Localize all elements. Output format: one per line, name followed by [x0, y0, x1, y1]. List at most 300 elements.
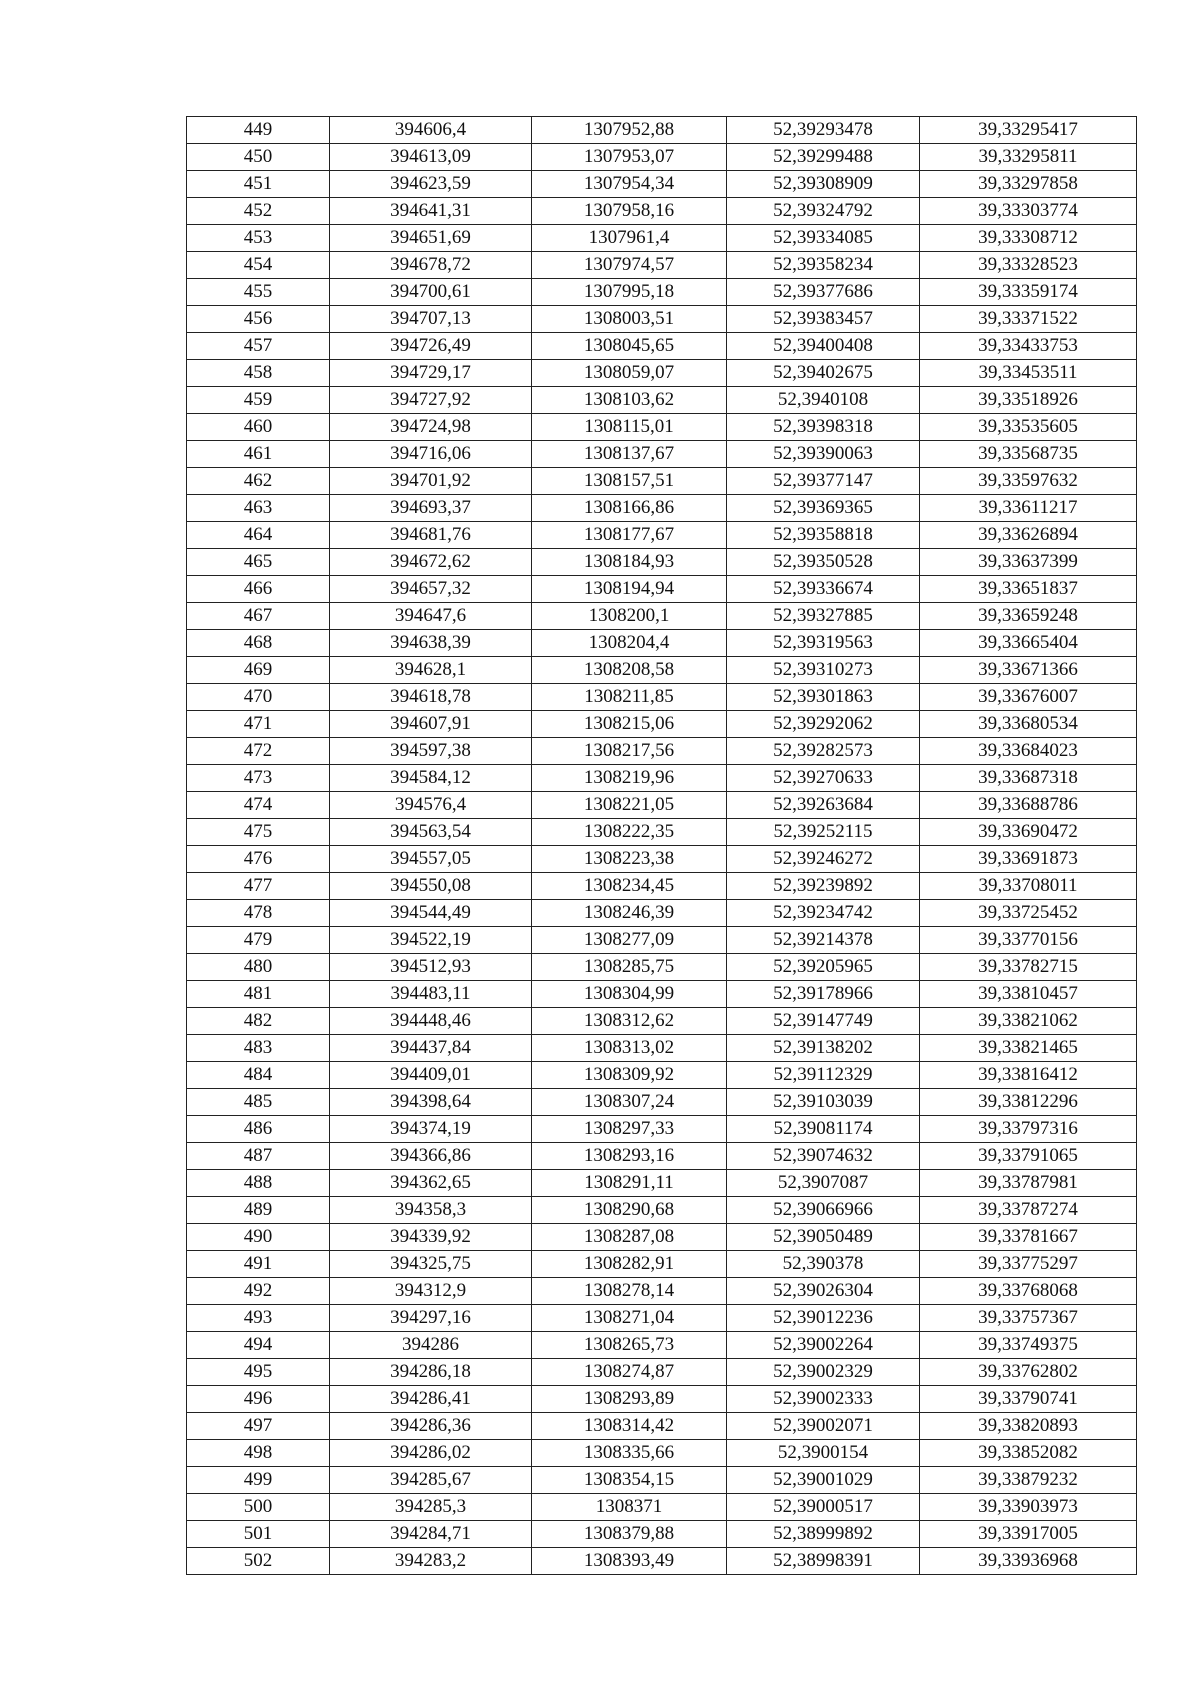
latitude-cell: 52,39002329 — [727, 1359, 920, 1386]
latitude-cell: 52,39383457 — [727, 306, 920, 333]
point-number-cell: 450 — [187, 144, 330, 171]
table-row — [187, 981, 1137, 1008]
x-coordinate-cell: 394448,46 — [330, 1008, 532, 1035]
point-number-cell: 461 — [187, 441, 330, 468]
y-coordinate-cell: 1308204,4 — [532, 630, 727, 657]
point-number-cell: 459 — [187, 387, 330, 414]
y-coordinate-cell: 1308215,06 — [532, 711, 727, 738]
point-number-cell: 494 — [187, 1332, 330, 1359]
table-row — [187, 387, 1137, 414]
y-coordinate-cell: 1308157,51 — [532, 468, 727, 495]
longitude-cell: 39,33816412 — [920, 1062, 1137, 1089]
table-row — [187, 792, 1137, 819]
latitude-cell: 52,39377686 — [727, 279, 920, 306]
longitude-cell: 39,33820893 — [920, 1413, 1137, 1440]
y-coordinate-cell: 1308371 — [532, 1494, 727, 1521]
x-coordinate-cell: 394512,93 — [330, 954, 532, 981]
y-coordinate-cell: 1308274,87 — [532, 1359, 727, 1386]
longitude-cell: 39,33665404 — [920, 630, 1137, 657]
y-coordinate-cell: 1307954,34 — [532, 171, 727, 198]
x-coordinate-cell: 394707,13 — [330, 306, 532, 333]
y-coordinate-cell: 1308217,56 — [532, 738, 727, 765]
table-row — [187, 1278, 1137, 1305]
longitude-cell: 39,33879232 — [920, 1467, 1137, 1494]
table-row — [187, 549, 1137, 576]
longitude-cell: 39,33295811 — [920, 144, 1137, 171]
x-coordinate-cell: 394623,59 — [330, 171, 532, 198]
longitude-cell: 39,33688786 — [920, 792, 1137, 819]
longitude-cell: 39,33790741 — [920, 1386, 1137, 1413]
y-coordinate-cell: 1308219,96 — [532, 765, 727, 792]
y-coordinate-cell: 1308291,11 — [532, 1170, 727, 1197]
x-coordinate-cell: 394339,92 — [330, 1224, 532, 1251]
point-number-cell: 453 — [187, 225, 330, 252]
latitude-cell: 52,39002333 — [727, 1386, 920, 1413]
point-number-cell: 467 — [187, 603, 330, 630]
latitude-cell: 52,3900154 — [727, 1440, 920, 1467]
table-row — [187, 144, 1137, 171]
longitude-cell: 39,33708011 — [920, 873, 1137, 900]
latitude-cell: 52,39282573 — [727, 738, 920, 765]
longitude-cell: 39,33518926 — [920, 387, 1137, 414]
point-number-cell: 482 — [187, 1008, 330, 1035]
longitude-cell: 39,33676007 — [920, 684, 1137, 711]
point-number-cell: 455 — [187, 279, 330, 306]
x-coordinate-cell: 394325,75 — [330, 1251, 532, 1278]
longitude-cell: 39,33611217 — [920, 495, 1137, 522]
y-coordinate-cell: 1308304,99 — [532, 981, 727, 1008]
longitude-cell: 39,33687318 — [920, 765, 1137, 792]
latitude-cell: 52,38998391 — [727, 1548, 920, 1575]
point-number-cell: 481 — [187, 981, 330, 1008]
table-row — [187, 846, 1137, 873]
latitude-cell: 52,39301863 — [727, 684, 920, 711]
latitude-cell: 52,39066966 — [727, 1197, 920, 1224]
point-number-cell: 460 — [187, 414, 330, 441]
longitude-cell: 39,33768068 — [920, 1278, 1137, 1305]
table-row — [187, 900, 1137, 927]
point-number-cell: 463 — [187, 495, 330, 522]
point-number-cell: 488 — [187, 1170, 330, 1197]
x-coordinate-cell: 394647,6 — [330, 603, 532, 630]
table-row — [187, 1359, 1137, 1386]
y-coordinate-cell: 1308115,01 — [532, 414, 727, 441]
table-row — [187, 522, 1137, 549]
longitude-cell: 39,33782715 — [920, 954, 1137, 981]
table-row — [187, 1062, 1137, 1089]
y-coordinate-cell: 1308312,62 — [532, 1008, 727, 1035]
latitude-cell: 52,39308909 — [727, 171, 920, 198]
y-coordinate-cell: 1308293,89 — [532, 1386, 727, 1413]
longitude-cell: 39,33936968 — [920, 1548, 1137, 1575]
point-number-cell: 478 — [187, 900, 330, 927]
x-coordinate-cell: 394584,12 — [330, 765, 532, 792]
x-coordinate-cell: 394641,31 — [330, 198, 532, 225]
latitude-cell: 52,39026304 — [727, 1278, 920, 1305]
longitude-cell: 39,33684023 — [920, 738, 1137, 765]
table-row — [187, 576, 1137, 603]
y-coordinate-cell: 1307953,07 — [532, 144, 727, 171]
point-number-cell: 489 — [187, 1197, 330, 1224]
latitude-cell: 52,39377147 — [727, 468, 920, 495]
table-row — [187, 1089, 1137, 1116]
x-coordinate-cell: 394576,4 — [330, 792, 532, 819]
y-coordinate-cell: 1307958,16 — [532, 198, 727, 225]
x-coordinate-cell: 394286 — [330, 1332, 532, 1359]
point-number-cell: 452 — [187, 198, 330, 225]
y-coordinate-cell: 1308103,62 — [532, 387, 727, 414]
table-row — [187, 1413, 1137, 1440]
point-number-cell: 495 — [187, 1359, 330, 1386]
y-coordinate-cell: 1308194,94 — [532, 576, 727, 603]
longitude-cell: 39,33626894 — [920, 522, 1137, 549]
table-row — [187, 1251, 1137, 1278]
latitude-cell: 52,39334085 — [727, 225, 920, 252]
latitude-cell: 52,39336674 — [727, 576, 920, 603]
point-number-cell: 464 — [187, 522, 330, 549]
table-row — [187, 1116, 1137, 1143]
x-coordinate-cell: 394286,36 — [330, 1413, 532, 1440]
longitude-cell: 39,33757367 — [920, 1305, 1137, 1332]
x-coordinate-cell: 394597,38 — [330, 738, 532, 765]
latitude-cell: 52,39358234 — [727, 252, 920, 279]
y-coordinate-cell: 1308221,05 — [532, 792, 727, 819]
x-coordinate-cell: 394700,61 — [330, 279, 532, 306]
y-coordinate-cell: 1308277,09 — [532, 927, 727, 954]
latitude-cell: 52,39234742 — [727, 900, 920, 927]
longitude-cell: 39,33821465 — [920, 1035, 1137, 1062]
longitude-cell: 39,33535605 — [920, 414, 1137, 441]
y-coordinate-cell: 1308335,66 — [532, 1440, 727, 1467]
point-number-cell: 502 — [187, 1548, 330, 1575]
x-coordinate-cell: 394409,01 — [330, 1062, 532, 1089]
x-coordinate-cell: 394681,76 — [330, 522, 532, 549]
longitude-cell: 39,33637399 — [920, 549, 1137, 576]
longitude-cell: 39,33303774 — [920, 198, 1137, 225]
x-coordinate-cell: 394522,19 — [330, 927, 532, 954]
point-number-cell: 486 — [187, 1116, 330, 1143]
point-number-cell: 477 — [187, 873, 330, 900]
x-coordinate-cell: 394366,86 — [330, 1143, 532, 1170]
y-coordinate-cell: 1308313,02 — [532, 1035, 727, 1062]
latitude-cell: 52,39050489 — [727, 1224, 920, 1251]
table-row — [187, 1494, 1137, 1521]
latitude-cell: 52,39293478 — [727, 117, 920, 144]
y-coordinate-cell: 1308200,1 — [532, 603, 727, 630]
latitude-cell: 52,39270633 — [727, 765, 920, 792]
longitude-cell: 39,33680534 — [920, 711, 1137, 738]
point-number-cell: 490 — [187, 1224, 330, 1251]
latitude-cell: 52,39402675 — [727, 360, 920, 387]
x-coordinate-cell: 394678,72 — [330, 252, 532, 279]
point-number-cell: 483 — [187, 1035, 330, 1062]
table-row — [187, 441, 1137, 468]
table-row — [187, 738, 1137, 765]
table-row — [187, 1332, 1137, 1359]
y-coordinate-cell: 1308223,38 — [532, 846, 727, 873]
point-number-cell: 454 — [187, 252, 330, 279]
point-number-cell: 474 — [187, 792, 330, 819]
latitude-cell: 52,39390063 — [727, 441, 920, 468]
x-coordinate-cell: 394628,1 — [330, 657, 532, 684]
latitude-cell: 52,39081174 — [727, 1116, 920, 1143]
latitude-cell: 52,390378 — [727, 1251, 920, 1278]
x-coordinate-cell: 394283,2 — [330, 1548, 532, 1575]
latitude-cell: 52,3907087 — [727, 1170, 920, 1197]
latitude-cell: 52,39324792 — [727, 198, 920, 225]
latitude-cell: 52,39074632 — [727, 1143, 920, 1170]
x-coordinate-cell: 394651,69 — [330, 225, 532, 252]
latitude-cell: 52,39002264 — [727, 1332, 920, 1359]
x-coordinate-cell: 394286,18 — [330, 1359, 532, 1386]
point-number-cell: 499 — [187, 1467, 330, 1494]
table-row — [187, 1548, 1137, 1575]
latitude-cell: 52,39012236 — [727, 1305, 920, 1332]
latitude-cell: 52,39358818 — [727, 522, 920, 549]
table-row — [187, 495, 1137, 522]
longitude-cell: 39,33690472 — [920, 819, 1137, 846]
table-row — [187, 306, 1137, 333]
point-number-cell: 500 — [187, 1494, 330, 1521]
longitude-cell: 39,33597632 — [920, 468, 1137, 495]
y-coordinate-cell: 1308137,67 — [532, 441, 727, 468]
longitude-cell: 39,33787981 — [920, 1170, 1137, 1197]
longitude-cell: 39,33659248 — [920, 603, 1137, 630]
point-number-cell: 493 — [187, 1305, 330, 1332]
table-row — [187, 1386, 1137, 1413]
x-coordinate-cell: 394544,49 — [330, 900, 532, 927]
table-row — [187, 198, 1137, 225]
point-number-cell: 471 — [187, 711, 330, 738]
table-row — [187, 414, 1137, 441]
latitude-cell: 52,39292062 — [727, 711, 920, 738]
y-coordinate-cell: 1308271,04 — [532, 1305, 727, 1332]
table-row — [187, 954, 1137, 981]
y-coordinate-cell: 1308307,24 — [532, 1089, 727, 1116]
x-coordinate-cell: 394285,3 — [330, 1494, 532, 1521]
x-coordinate-cell: 394286,02 — [330, 1440, 532, 1467]
y-coordinate-cell: 1308290,68 — [532, 1197, 727, 1224]
y-coordinate-cell: 1308297,33 — [532, 1116, 727, 1143]
longitude-cell: 39,33770156 — [920, 927, 1137, 954]
latitude-cell: 52,39252115 — [727, 819, 920, 846]
x-coordinate-cell: 394607,91 — [330, 711, 532, 738]
x-coordinate-cell: 394312,9 — [330, 1278, 532, 1305]
point-number-cell: 456 — [187, 306, 330, 333]
y-coordinate-cell: 1307961,4 — [532, 225, 727, 252]
point-number-cell: 491 — [187, 1251, 330, 1278]
x-coordinate-cell: 394557,05 — [330, 846, 532, 873]
table-row — [187, 171, 1137, 198]
table-row — [187, 1143, 1137, 1170]
point-number-cell: 475 — [187, 819, 330, 846]
y-coordinate-cell: 1308234,45 — [532, 873, 727, 900]
x-coordinate-cell: 394638,39 — [330, 630, 532, 657]
y-coordinate-cell: 1308354,15 — [532, 1467, 727, 1494]
point-number-cell: 479 — [187, 927, 330, 954]
table-row — [187, 1035, 1137, 1062]
table-row — [187, 927, 1137, 954]
latitude-cell: 52,39002071 — [727, 1413, 920, 1440]
longitude-cell: 39,33903973 — [920, 1494, 1137, 1521]
point-number-cell: 473 — [187, 765, 330, 792]
point-number-cell: 480 — [187, 954, 330, 981]
table-row — [187, 603, 1137, 630]
latitude-cell: 52,39327885 — [727, 603, 920, 630]
y-coordinate-cell: 1308211,85 — [532, 684, 727, 711]
latitude-cell: 52,39000517 — [727, 1494, 920, 1521]
table-row — [187, 1467, 1137, 1494]
longitude-cell: 39,33810457 — [920, 981, 1137, 1008]
latitude-cell: 52,39246272 — [727, 846, 920, 873]
longitude-cell: 39,33297858 — [920, 171, 1137, 198]
table-row — [187, 1440, 1137, 1467]
latitude-cell: 52,39350528 — [727, 549, 920, 576]
y-coordinate-cell: 1308393,49 — [532, 1548, 727, 1575]
y-coordinate-cell: 1308208,58 — [532, 657, 727, 684]
x-coordinate-cell: 394437,84 — [330, 1035, 532, 1062]
x-coordinate-cell: 394284,71 — [330, 1521, 532, 1548]
y-coordinate-cell: 1308379,88 — [532, 1521, 727, 1548]
coordinates-table-body — [187, 117, 1137, 1575]
longitude-cell: 39,33791065 — [920, 1143, 1137, 1170]
y-coordinate-cell: 1307952,88 — [532, 117, 727, 144]
latitude-cell: 52,3940108 — [727, 387, 920, 414]
longitude-cell: 39,33328523 — [920, 252, 1137, 279]
point-number-cell: 449 — [187, 117, 330, 144]
y-coordinate-cell: 1308293,16 — [532, 1143, 727, 1170]
latitude-cell: 52,39138202 — [727, 1035, 920, 1062]
y-coordinate-cell: 1308177,67 — [532, 522, 727, 549]
x-coordinate-cell: 394724,98 — [330, 414, 532, 441]
latitude-cell: 52,38999892 — [727, 1521, 920, 1548]
point-number-cell: 468 — [187, 630, 330, 657]
y-coordinate-cell: 1308222,35 — [532, 819, 727, 846]
y-coordinate-cell: 1307974,57 — [532, 252, 727, 279]
y-coordinate-cell: 1308285,75 — [532, 954, 727, 981]
x-coordinate-cell: 394358,3 — [330, 1197, 532, 1224]
point-number-cell: 465 — [187, 549, 330, 576]
x-coordinate-cell: 394618,78 — [330, 684, 532, 711]
x-coordinate-cell: 394398,64 — [330, 1089, 532, 1116]
latitude-cell: 52,39103039 — [727, 1089, 920, 1116]
table-row — [187, 360, 1137, 387]
table-row — [187, 1008, 1137, 1035]
x-coordinate-cell: 394606,4 — [330, 117, 532, 144]
latitude-cell: 52,39178966 — [727, 981, 920, 1008]
point-number-cell: 487 — [187, 1143, 330, 1170]
latitude-cell: 52,39001029 — [727, 1467, 920, 1494]
x-coordinate-cell: 394563,54 — [330, 819, 532, 846]
longitude-cell: 39,33725452 — [920, 900, 1137, 927]
longitude-cell: 39,33433753 — [920, 333, 1137, 360]
latitude-cell: 52,39400408 — [727, 333, 920, 360]
x-coordinate-cell: 394286,41 — [330, 1386, 532, 1413]
x-coordinate-cell: 394657,32 — [330, 576, 532, 603]
y-coordinate-cell: 1308287,08 — [532, 1224, 727, 1251]
point-number-cell: 485 — [187, 1089, 330, 1116]
point-number-cell: 496 — [187, 1386, 330, 1413]
y-coordinate-cell: 1308265,73 — [532, 1332, 727, 1359]
latitude-cell: 52,39369365 — [727, 495, 920, 522]
table-row — [187, 117, 1137, 144]
table-row — [187, 873, 1137, 900]
y-coordinate-cell: 1308282,91 — [532, 1251, 727, 1278]
table-row — [187, 1224, 1137, 1251]
y-coordinate-cell: 1308166,86 — [532, 495, 727, 522]
y-coordinate-cell: 1308246,39 — [532, 900, 727, 927]
y-coordinate-cell: 1308184,93 — [532, 549, 727, 576]
table-row — [187, 819, 1137, 846]
point-number-cell: 470 — [187, 684, 330, 711]
longitude-cell: 39,33852082 — [920, 1440, 1137, 1467]
latitude-cell: 52,39205965 — [727, 954, 920, 981]
latitude-cell: 52,39310273 — [727, 657, 920, 684]
point-number-cell: 469 — [187, 657, 330, 684]
point-number-cell: 484 — [187, 1062, 330, 1089]
x-coordinate-cell: 394672,62 — [330, 549, 532, 576]
x-coordinate-cell: 394285,67 — [330, 1467, 532, 1494]
longitude-cell: 39,33308712 — [920, 225, 1137, 252]
table-row — [187, 711, 1137, 738]
y-coordinate-cell: 1308045,65 — [532, 333, 727, 360]
point-number-cell: 451 — [187, 171, 330, 198]
longitude-cell: 39,33359174 — [920, 279, 1137, 306]
latitude-cell: 52,39263684 — [727, 792, 920, 819]
longitude-cell: 39,33749375 — [920, 1332, 1137, 1359]
point-number-cell: 501 — [187, 1521, 330, 1548]
longitude-cell: 39,33797316 — [920, 1116, 1137, 1143]
longitude-cell: 39,33691873 — [920, 846, 1137, 873]
latitude-cell: 52,39147749 — [727, 1008, 920, 1035]
table-row — [187, 657, 1137, 684]
point-number-cell: 462 — [187, 468, 330, 495]
x-coordinate-cell: 394729,17 — [330, 360, 532, 387]
longitude-cell: 39,33295417 — [920, 117, 1137, 144]
table-row — [187, 765, 1137, 792]
table-row — [187, 1197, 1137, 1224]
coordinates-table — [186, 116, 1137, 1575]
x-coordinate-cell: 394726,49 — [330, 333, 532, 360]
longitude-cell: 39,33781667 — [920, 1224, 1137, 1251]
table-row — [187, 333, 1137, 360]
x-coordinate-cell: 394483,11 — [330, 981, 532, 1008]
latitude-cell: 52,39398318 — [727, 414, 920, 441]
table-row — [187, 630, 1137, 657]
table-row — [187, 684, 1137, 711]
longitude-cell: 39,33787274 — [920, 1197, 1137, 1224]
longitude-cell: 39,33651837 — [920, 576, 1137, 603]
table-row — [187, 468, 1137, 495]
x-coordinate-cell: 394727,92 — [330, 387, 532, 414]
x-coordinate-cell: 394716,06 — [330, 441, 532, 468]
latitude-cell: 52,39299488 — [727, 144, 920, 171]
table-row — [187, 1170, 1137, 1197]
point-number-cell: 497 — [187, 1413, 330, 1440]
table-row — [187, 225, 1137, 252]
longitude-cell: 39,33568735 — [920, 441, 1137, 468]
table-row — [187, 252, 1137, 279]
point-number-cell: 476 — [187, 846, 330, 873]
x-coordinate-cell: 394374,19 — [330, 1116, 532, 1143]
longitude-cell: 39,33762802 — [920, 1359, 1137, 1386]
x-coordinate-cell: 394693,37 — [330, 495, 532, 522]
table-row — [187, 1305, 1137, 1332]
point-number-cell: 458 — [187, 360, 330, 387]
point-number-cell: 466 — [187, 576, 330, 603]
longitude-cell: 39,33371522 — [920, 306, 1137, 333]
table-row — [187, 1521, 1137, 1548]
